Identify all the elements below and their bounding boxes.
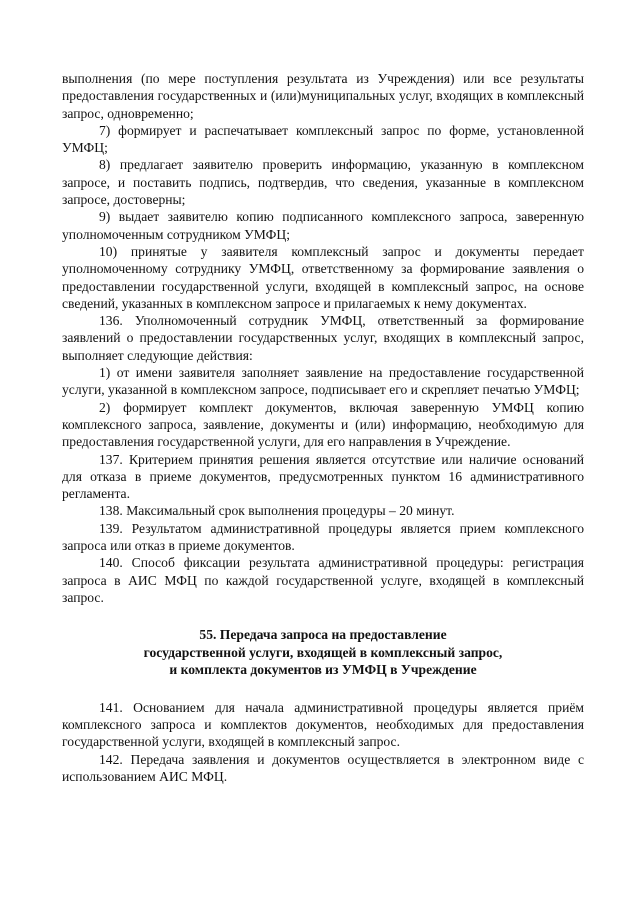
paragraph-item-8: 8) предлагает заявителю проверить информацию, указанную в комплексном запросе, и поставить подпись, подтвердив, что сведения, указанные в комплексном запросе, достоверны; — [62, 157, 584, 208]
paragraph-139: 139. Результатом административной процедуры является прием комплексного запроса или отказ в приеме документов. — [62, 520, 584, 554]
paragraph-138: 138. Максимальный срок выполнения процедуры – 20 минут. — [99, 503, 455, 519]
paragraph-136: 136. Уполномоченный сотрудник УМФЦ, ответственный за формирование заявлений о предоставлении государственных услуг, входящих в комплексный запрос, выполняет следующие действия: — [62, 313, 584, 363]
document-page — [62, 70, 584, 785]
paragraph-136-item-1: 1) от имени заявителя заполняет заявление на предоставление государственной услуги, указанной в комплексном запросе, подписывает его и скрепляет печатью УМФЦ; — [62, 365, 584, 398]
paragraph-continuation: выполнения (по мере поступления результата из Учреждения) или все результаты предоставления государственных и (или)муниципальных услуг, входящих в комплексный запрос, одновременно; — [62, 71, 584, 121]
paragraph-136-item-2: 2) формирует комплект документов, включая заверенную УМФЦ копию комплексного запроса, заявление, документы и (или) информацию, необходимую для предоставления государственной услуги, для его направления в Учреждение. — [62, 399, 584, 450]
paragraph-item-9: 9) выдает заявителю копию подписанного комплексного запроса, заверенную уполномоченным сотрудником УМФЦ; — [62, 209, 584, 242]
section-heading-line-1: 55. Передача запроса на предоставление — [199, 627, 447, 643]
paragraph-141: 141. Основанием для начала административной процедуры является приём комплексного запроса и комплектов документов, необходимых для предоставления государственной услуги, входящей в комплексный запрос. — [62, 699, 584, 750]
paragraph-137: 137. Критерием принятия решения является отсутствие или наличие оснований для отказа в приеме документов, предусмотренных пунктом 16 административного регламента. — [62, 451, 584, 502]
paragraph-item-7: 7) формирует и распечатывает комплексный запрос по форме, установленной УМФЦ; — [62, 122, 584, 156]
paragraph-item-10: 10) принятые у заявителя комплексный запрос и документы передает уполномоченному сотруднику УМФЦ, ответственному за формирование заявления о предоставлении государственной услуги, входящей в комплексный запрос, на основе сведений, указанных в комплексном запросе и прилагаемых к нему документах. — [62, 243, 584, 311]
paragraph-142: 142. Передача заявления и документов осуществляется в электронном виде с использованием АИС МФЦ. — [62, 751, 584, 784]
section-heading-line-2: государственной услуги, входящей в комплексный запрос, — [143, 644, 503, 660]
section-heading-line-3: и комплекта документов из УМФЦ в Учреждение — [169, 662, 477, 678]
paragraph-140: 140. Способ фиксации результата административной процедуры: регистрация запроса в АИС МФЦ по каждой государственной услуге, входящей в комплексный запрос. — [62, 555, 584, 605]
section-heading — [62, 626, 584, 679]
